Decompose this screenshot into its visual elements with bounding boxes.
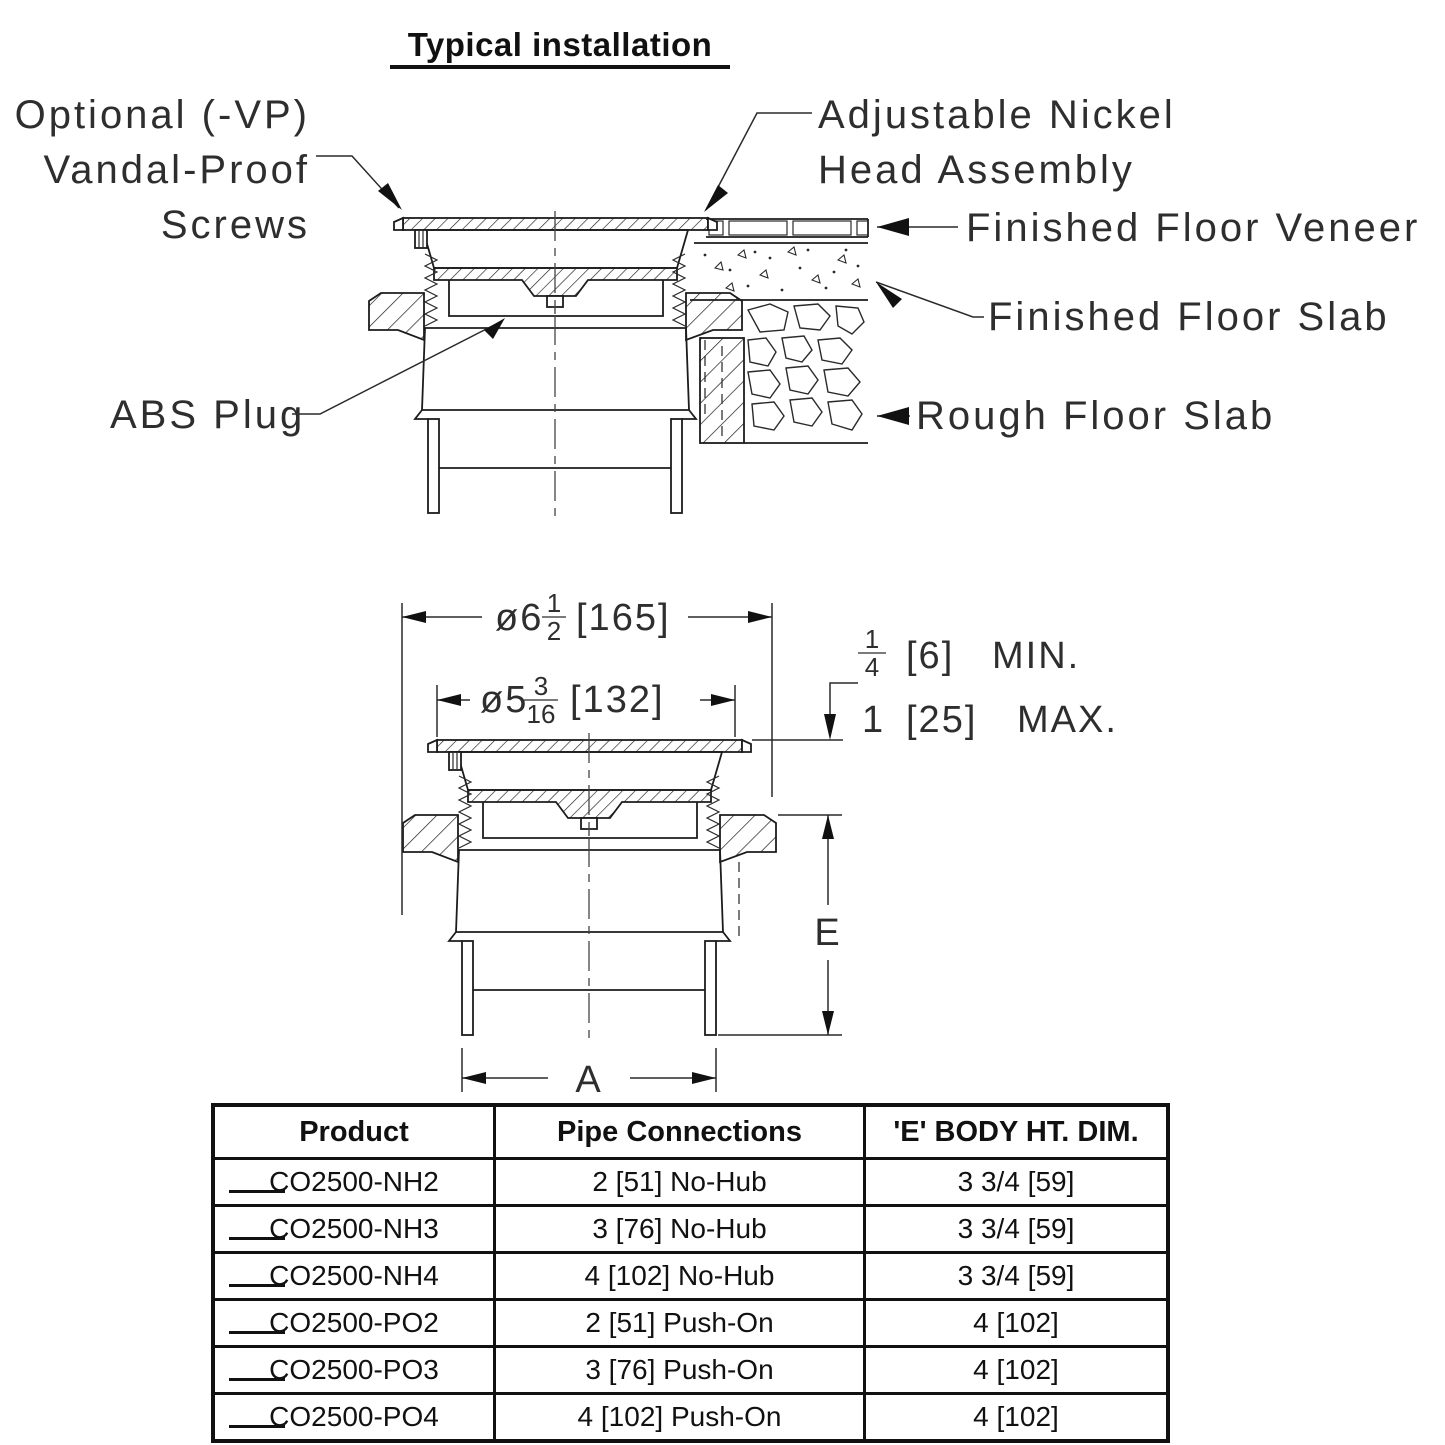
finished-floor-veneer-layer bbox=[706, 219, 868, 237]
label-head-line2: Head Assembly bbox=[818, 148, 1135, 192]
cell-e-dim: 4 [102] bbox=[865, 1394, 1169, 1442]
callout-floor-veneer bbox=[877, 206, 1420, 250]
dimensioned-view bbox=[402, 588, 1118, 1100]
table-row bbox=[213, 1159, 1168, 1206]
cell-pipe: 3 [76] Push-On bbox=[495, 1347, 865, 1394]
label-vandal-line3: Screws bbox=[160, 203, 310, 247]
dim-max-mm: [25] bbox=[906, 699, 978, 741]
cell-product: CO2500-PO3 bbox=[213, 1347, 495, 1394]
table-row bbox=[213, 1347, 1168, 1394]
embedded-wall-section bbox=[700, 338, 744, 443]
dim-inner-num: 3 bbox=[533, 671, 549, 701]
col-header-e-body-ht: 'E' BODY HT. DIM. bbox=[865, 1105, 1169, 1159]
dim-outer-den: 2 bbox=[546, 616, 562, 646]
label-head-line1: Adjustable Nickel bbox=[818, 93, 1176, 137]
table-row bbox=[213, 1394, 1168, 1442]
label-vandal-line2: Vandal-Proof bbox=[43, 148, 310, 192]
cell-pipe: 4 [102] Push-On bbox=[495, 1394, 865, 1442]
cell-product: CO2500-NH2 bbox=[213, 1159, 495, 1206]
cell-pipe: 4 [102] No-Hub bbox=[495, 1253, 865, 1300]
dim-a-label: A bbox=[575, 1059, 603, 1100]
cell-product: CO2500-NH3 bbox=[213, 1206, 495, 1253]
product-table bbox=[211, 1103, 1170, 1443]
dim-inner-den: 16 bbox=[526, 699, 556, 729]
dimension-a-pipe bbox=[462, 1048, 716, 1100]
label-floor-slab: Finished Floor Slab bbox=[988, 295, 1390, 339]
dim-max-val: 1 bbox=[862, 699, 886, 741]
dim-outer-num: 1 bbox=[546, 588, 562, 618]
dim-outer-prefix: ø6 bbox=[495, 597, 544, 639]
dim-max-label: MAX. bbox=[1017, 699, 1118, 741]
col-header-product: Product bbox=[213, 1105, 495, 1159]
label-abs-plug: ABS Plug bbox=[110, 393, 306, 437]
cell-pipe: 2 [51] Push-On bbox=[495, 1300, 865, 1347]
cell-product: CO2500-PO2 bbox=[213, 1300, 495, 1347]
table-row bbox=[213, 1206, 1168, 1253]
cell-e-dim: 3 3/4 [59] bbox=[865, 1253, 1169, 1300]
dim-inner-mm: [132] bbox=[570, 679, 665, 721]
cell-pipe: 3 [76] No-Hub bbox=[495, 1206, 865, 1253]
drain-body-installed bbox=[369, 211, 742, 520]
callout-nickel-head bbox=[704, 93, 1176, 212]
write-in-blank bbox=[229, 1425, 285, 1428]
write-in-blank bbox=[229, 1190, 285, 1193]
dim-inner-prefix: ø5 bbox=[480, 679, 529, 721]
cell-e-dim: 3 3/4 [59] bbox=[865, 1159, 1169, 1206]
dimension-min-max bbox=[752, 624, 1118, 741]
dim-outer-mm: [165] bbox=[576, 597, 671, 639]
dim-e-label: E bbox=[814, 912, 842, 954]
dimension-inner-diameter bbox=[437, 671, 735, 737]
callout-vandal-proof-screws bbox=[15, 93, 402, 247]
dim-min-den: 4 bbox=[864, 652, 880, 682]
table-row bbox=[213, 1253, 1168, 1300]
rough-floor-slab-layer bbox=[744, 304, 868, 443]
label-rough-slab: Rough Floor Slab bbox=[916, 394, 1276, 438]
drain-body-dimensioned bbox=[403, 733, 776, 1042]
finished-floor-slab-layer bbox=[690, 243, 868, 300]
write-in-blank bbox=[229, 1331, 285, 1334]
write-in-blank bbox=[229, 1378, 285, 1381]
label-floor-veneer: Finished Floor Veneer bbox=[966, 206, 1421, 250]
col-header-pipe-connections: Pipe Connections bbox=[495, 1105, 865, 1159]
cell-product: CO2500-NH4 bbox=[213, 1253, 495, 1300]
cell-e-dim: 4 [102] bbox=[865, 1300, 1169, 1347]
table-row bbox=[213, 1300, 1168, 1347]
table-header-row bbox=[213, 1105, 1168, 1159]
dim-min-num: 1 bbox=[864, 624, 880, 654]
page-title: Typical installation bbox=[390, 26, 730, 69]
installed-view bbox=[15, 93, 1421, 520]
dim-min-label: MIN. bbox=[992, 635, 1081, 677]
cell-e-dim: 3 3/4 [59] bbox=[865, 1206, 1169, 1253]
dim-min-mm: [6] bbox=[906, 635, 955, 677]
write-in-blank bbox=[229, 1237, 285, 1240]
callout-floor-slab bbox=[876, 282, 1390, 339]
cell-product: CO2500-PO4 bbox=[213, 1394, 495, 1442]
label-vandal-line1: Optional (-VP) bbox=[14, 93, 310, 137]
callout-rough-slab bbox=[877, 394, 1275, 438]
write-in-blank bbox=[229, 1284, 285, 1287]
cell-e-dim: 4 [102] bbox=[865, 1347, 1169, 1394]
cell-pipe: 2 [51] No-Hub bbox=[495, 1159, 865, 1206]
